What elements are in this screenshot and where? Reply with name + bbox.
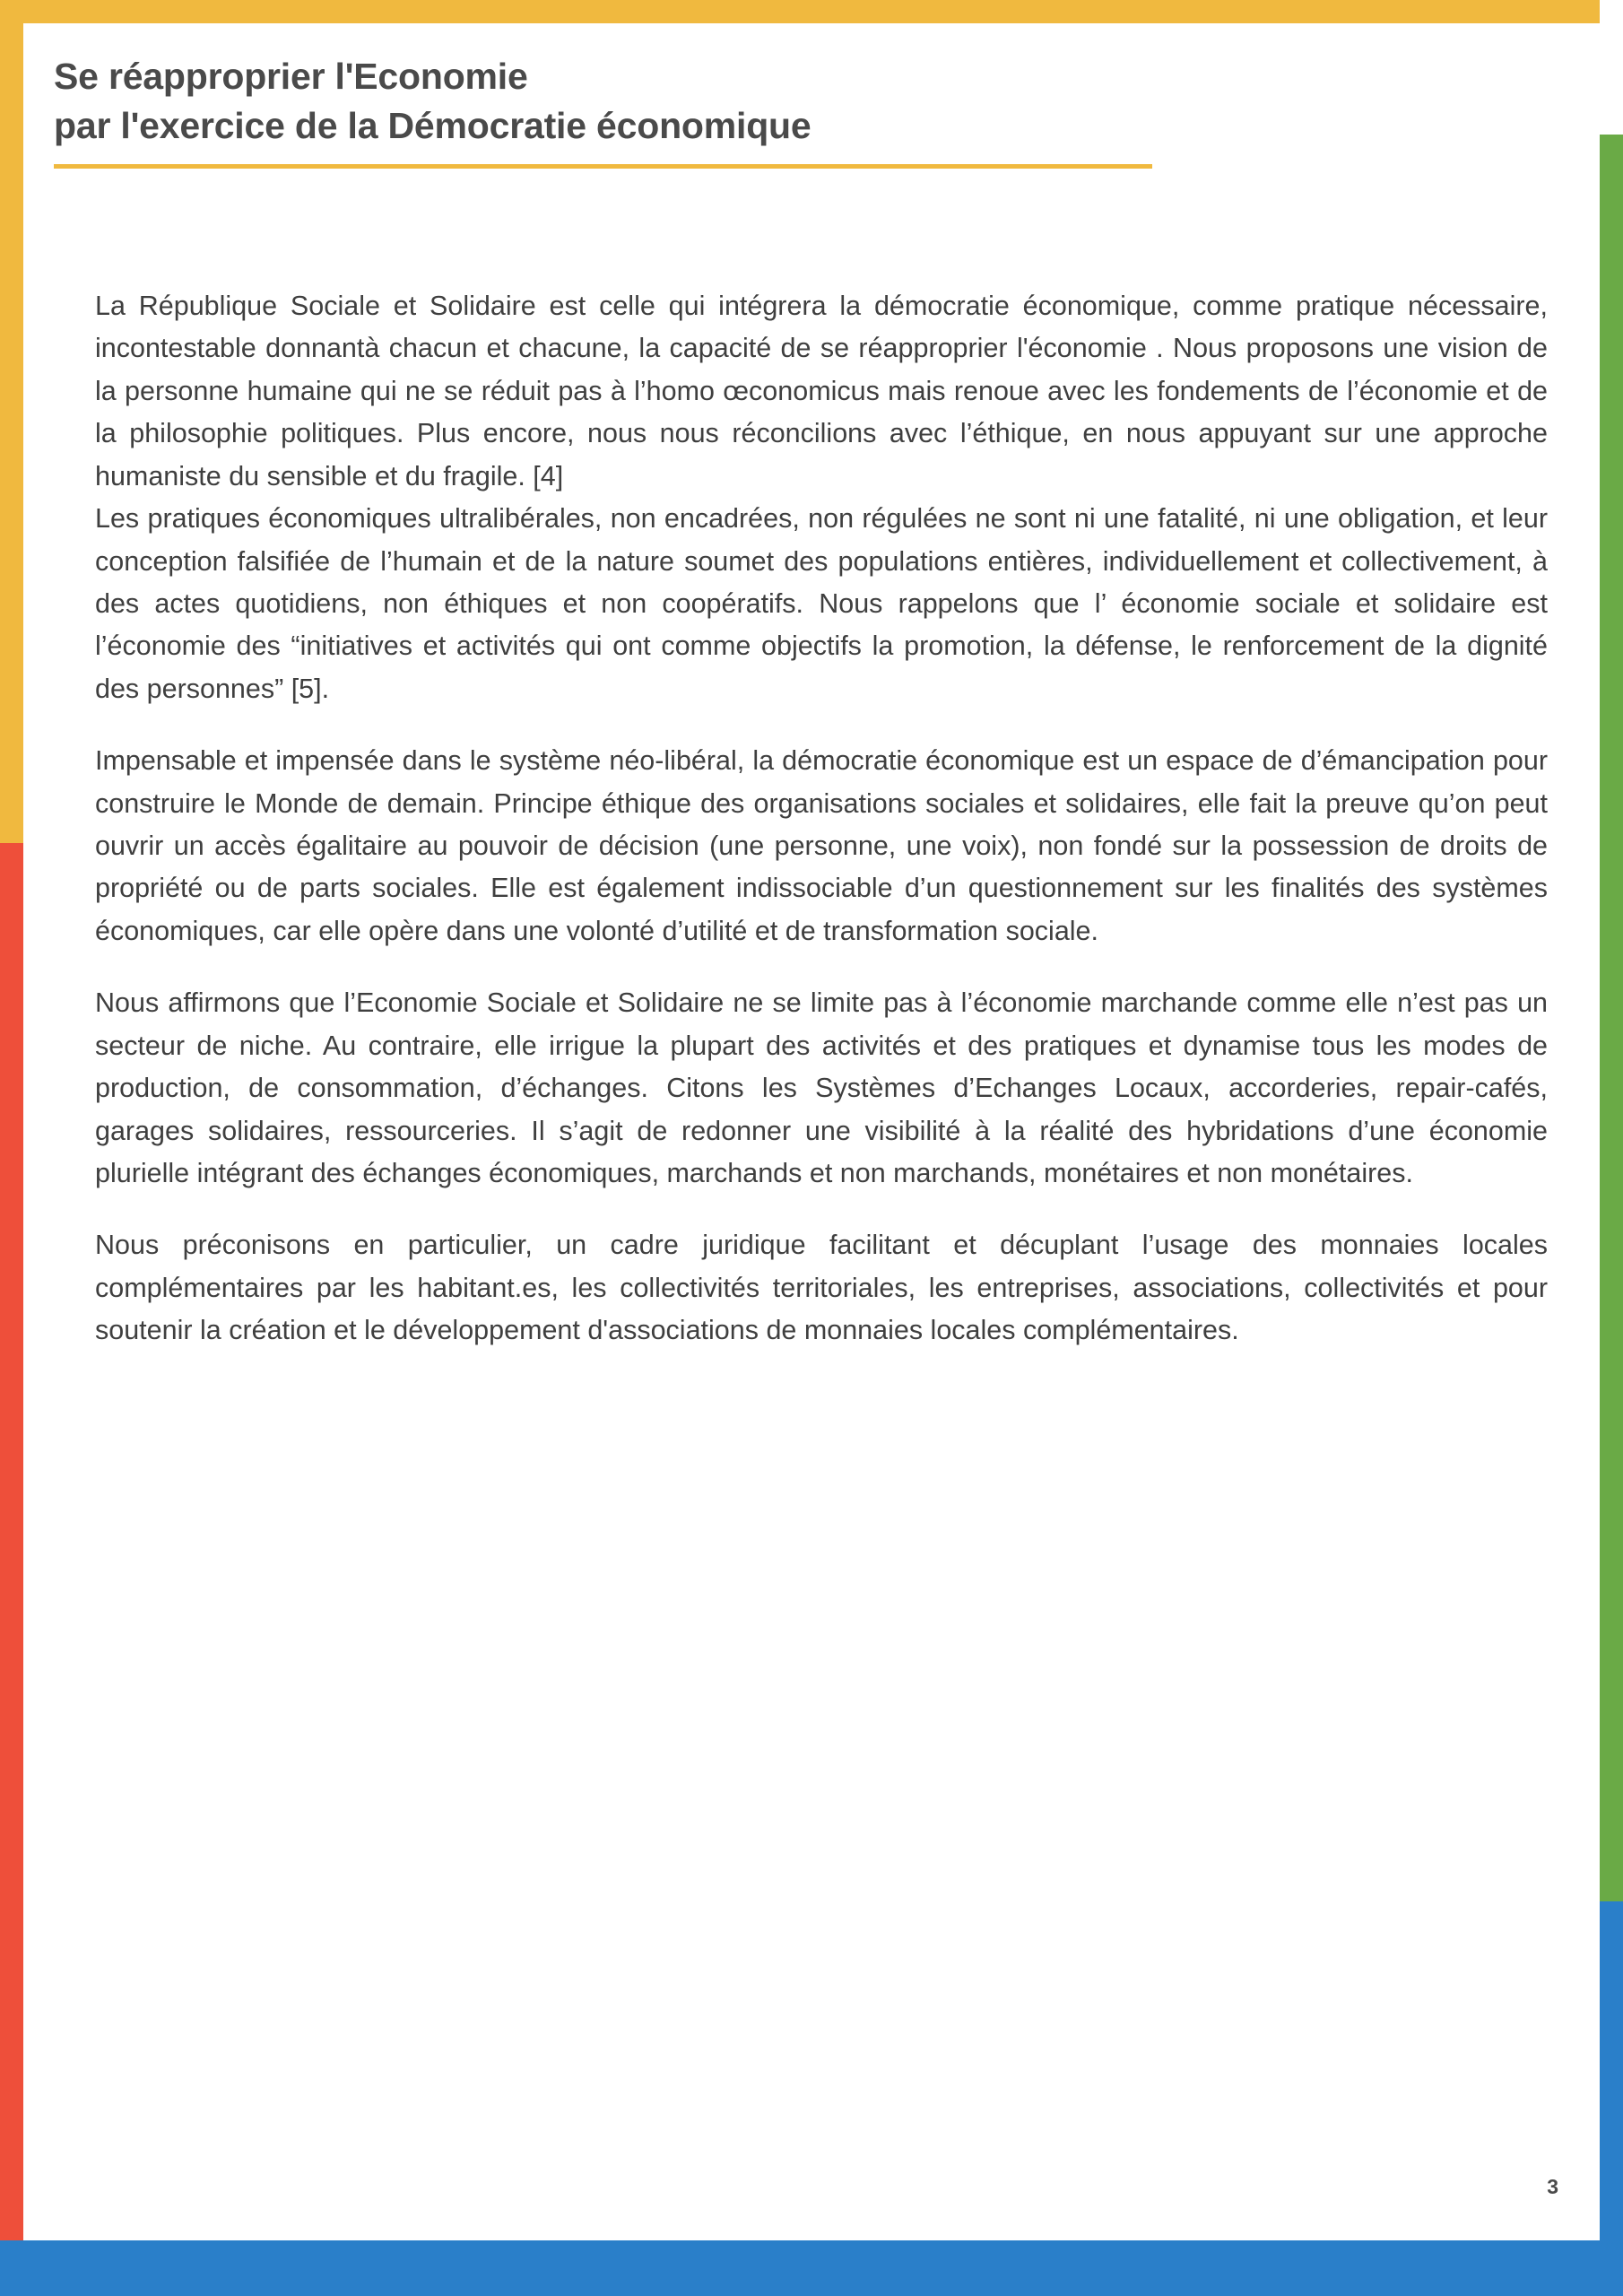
decorative-bar-bottom-blue	[0, 2240, 1623, 2296]
decorative-bar-right-white	[1600, 0, 1623, 135]
decorative-bar-right-blue	[1600, 1901, 1623, 2296]
decorative-bar-right-green	[1600, 135, 1623, 1901]
decorative-bar-left-red	[0, 843, 23, 2296]
page-title-line-1: Se réapproprier l'Economie	[54, 56, 528, 97]
page-title-line-2: par l'exercice de la Démocratie économique	[54, 105, 812, 147]
paragraph-4: Nous affirmons que l’Economie Sociale et Solidaire ne se limite pas à l’économie marchande comme elle n’est pas un secteur de niche. Au contraire, elle irrigue la plupart des activités et des pratiques et dynamise tous les modes de production, de consommation, d’échanges. Citons les Systèmes d’Echanges Locaux, accorderies, repair-cafés, garages solidaires, ressourceries. Il s’agit de redonner une visibilité à la réalité des hybridations d’une économie plurielle intégrant des échanges économiques, marchands et non marchands, monétaires et non monétaires.	[95, 987, 1548, 1189]
paragraph-2: Les pratiques économiques ultralibérales, non encadrées, non régulées ne sont ni une fatalité, ni une obligation, et leur conception falsifiée de l’humain et de la nature soumet des populations entières, individuellement et collectivement, à des actes quotidiens, non éthiques et non coopératifs. Nous rappelons que l’ économie sociale et solidaire est l’économie des “initiatives et activités qui ont comme objectifs la promotion, la défense, le renforcement de la dignité des personnes” [5].	[95, 503, 1548, 704]
decorative-bar-top-yellow	[0, 0, 1623, 23]
paragraph-3: Impensable et impensée dans le système néo-libéral, la démocratie économique est un espace de d’émancipation pour construire le Monde de demain. Principe éthique des organisations sociales et solidaires, elle fait la preuve qu’on peut ouvrir un accès égalitaire au pouvoir de décision (une personne, une voix), non fondé sur la possession de droits de propriété ou de parts sociales. Elle est également indissociable d’un questionnement sur les finalités des systèmes économiques, car elle opère dans une volonté d’utilité et de transformation sociale.	[95, 745, 1548, 946]
body-content	[95, 285, 1548, 1352]
decorative-bar-left-yellow	[0, 0, 23, 843]
page-title	[54, 52, 1148, 169]
paragraph-5: Nous préconisons en particulier, un cadre juridique facilitant et décuplant l’usage des monnaies locales complémentaires par les habitant.es, les collectivités territoriales, les entreprises, associations, collectivités et pour soutenir la création et le développement d'associations de monnaies locales complémentaires.	[95, 1230, 1548, 1346]
paragraph-1: La République Sociale et Solidaire est celle qui intégrera la démocratie économique, comme pratique nécessaire, incontestable donnantà chacun et chacune, la capacité de se réapproprier l'économie . Nous proposons une vision de la personne humaine qui ne se réduit pas à l’homo œconomicus mais renoue avec les fondements de l’économie et de la philosophie politiques. Plus encore, nous nous réconcilions avec l’éthique, en nous appuyant sur une approche humaniste du sensible et du fragile. [4]	[95, 291, 1548, 491]
title-underline	[54, 164, 1152, 169]
page-number: 3	[1547, 2175, 1558, 2198]
